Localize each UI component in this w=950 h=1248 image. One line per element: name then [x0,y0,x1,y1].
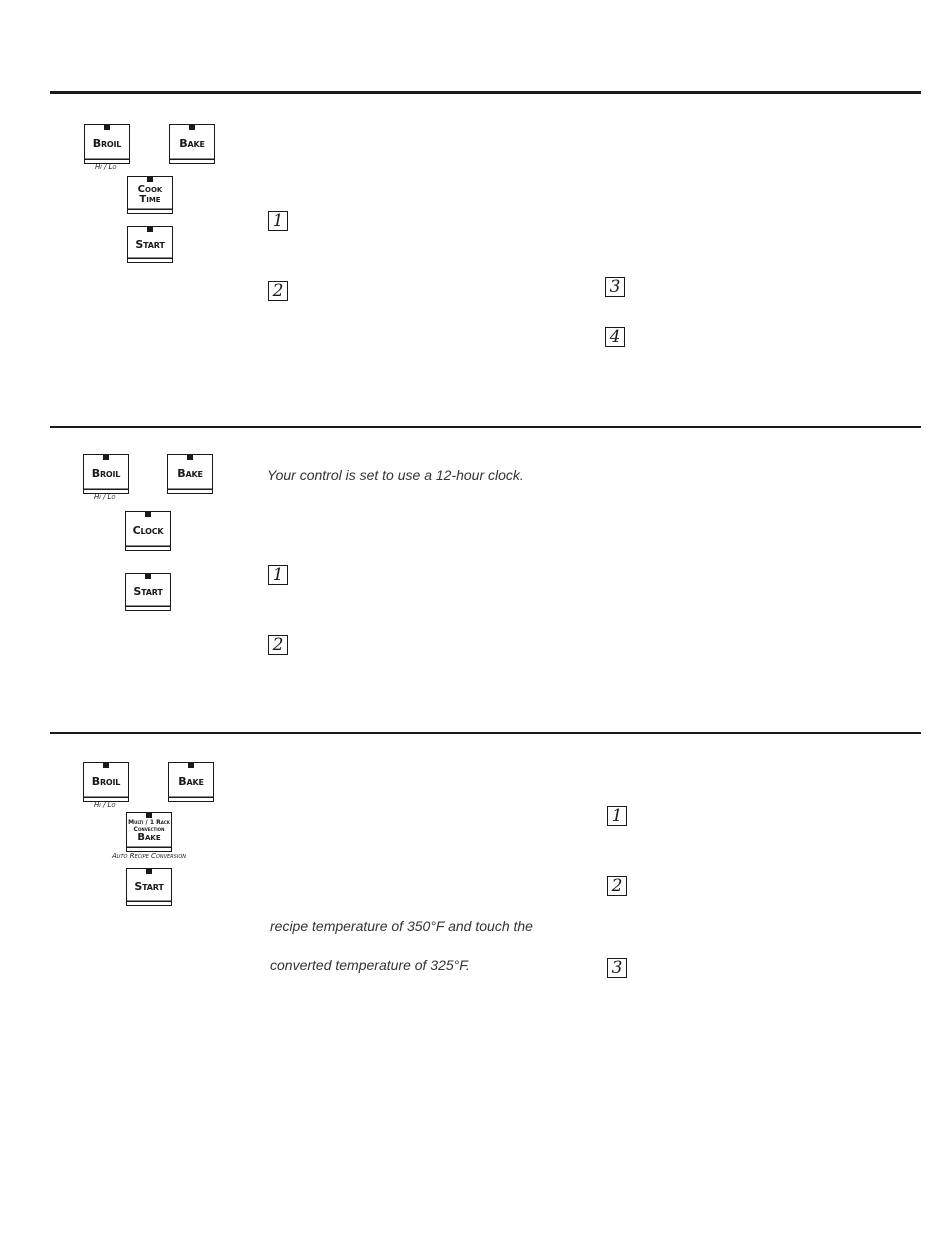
broil-button-label: Broil [91,467,121,481]
section-divider-bottom [50,732,921,734]
broil-hi-lo-label: Hi / Lo [94,801,116,809]
indicator-light [103,762,109,768]
cook-time-label-line2: Time [139,194,161,205]
indicator-light [146,812,152,818]
indicator-light [104,124,110,130]
clock-note: Your control is set to use a 12-hour clock. [267,467,524,483]
start-button[interactable] [125,573,171,611]
step-number-badge: 2 [268,635,288,655]
clock-button-label: Clock [132,524,164,538]
section-divider-middle [50,426,921,428]
step-number-badge: 1 [607,806,627,826]
convection-bake-button[interactable] [126,812,172,852]
recipe-note-line2: converted temperature of 325°F. [270,957,470,973]
indicator-light [188,762,194,768]
bake-button[interactable] [168,762,214,802]
start-button-label: Start [135,237,165,251]
cook-time-button[interactable] [127,176,173,214]
section-divider-top [50,91,921,94]
indicator-light [146,868,152,874]
broil-button-label: Broil [91,775,121,789]
broil-hi-lo-label: Hi / Lo [94,493,116,501]
auto-recipe-conversion-label: Auto Recipe Conversion [112,852,186,860]
cook-time-label-line1: Cook [137,183,163,195]
step-number-badge: 1 [268,211,288,231]
bake-button-label: Bake [177,467,203,481]
bake-button[interactable] [167,454,213,494]
start-button-label: Start [133,585,163,599]
step-number-badge: 1 [268,565,288,585]
broil-button[interactable] [83,454,129,494]
broil-button[interactable] [83,762,129,802]
bake-button[interactable] [169,124,215,164]
clock-button[interactable] [125,511,171,551]
indicator-light [103,454,109,460]
broil-button-label: Broil [92,137,122,151]
indicator-light [147,226,153,232]
indicator-light [147,176,153,182]
start-button[interactable] [126,868,172,906]
broil-button[interactable] [84,124,130,164]
recipe-note-line1: recipe temperature of 350°F and touch the [270,918,533,934]
start-button[interactable] [127,226,173,263]
indicator-light [189,124,195,130]
indicator-light [145,573,151,579]
start-button-label: Start [134,880,164,894]
step-number-badge: 3 [605,277,625,297]
convection-label-line1: Multi / 1 Rack [128,819,170,827]
convection-label-line3: Bake [137,832,161,844]
bake-button-label: Bake [179,137,205,151]
bake-button-label: Bake [178,775,204,789]
broil-hi-lo-label: Hi / Lo [95,163,117,171]
step-number-badge: 2 [268,281,288,301]
convection-label-line2: Convection [133,825,165,833]
indicator-light [187,454,193,460]
step-number-badge: 3 [607,958,627,978]
indicator-light [145,511,151,517]
step-number-badge: 4 [605,327,625,347]
step-number-badge: 2 [607,876,627,896]
